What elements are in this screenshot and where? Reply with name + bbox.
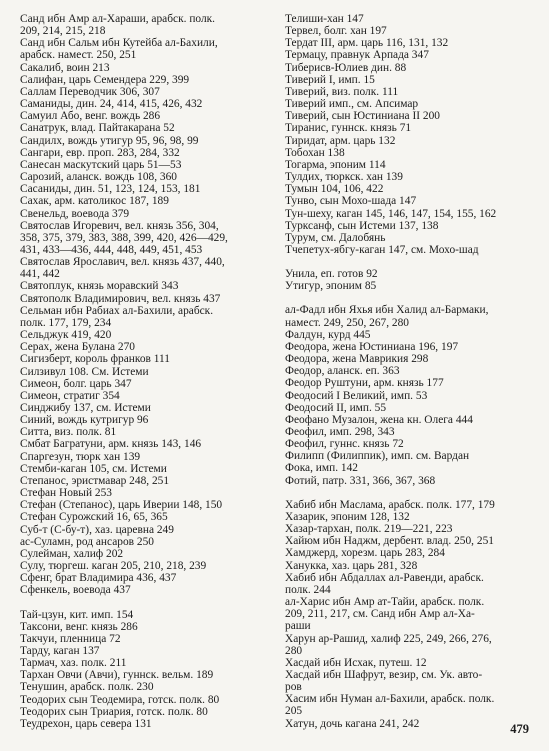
index-entry-heading: Хазар-тархан, полк. 219—221, 223 xyxy=(285,523,453,536)
index-entry xyxy=(20,681,275,693)
index-entry-continuation: 441, 442 xyxy=(20,268,60,281)
index-entry-heading: Турум, см. Далобянь xyxy=(285,231,386,244)
index-entry xyxy=(20,499,275,511)
index-entry-heading: Феодора, жена Юстиниана 196, 197 xyxy=(285,340,459,353)
index-entry-heading: Спаргезун, тюрк хан 139 xyxy=(20,450,141,463)
index-entry-heading: ал-Фадл ибн Яхья ибн Халид ал-Бармаки, xyxy=(285,304,489,317)
index-entry-heading: Стефан Новый 253 xyxy=(20,487,112,500)
index-entry xyxy=(285,718,543,730)
index-entry xyxy=(20,13,275,37)
index-entry-heading: Сарозий, аланск. вождь 108, 360 xyxy=(20,171,177,184)
index-entry xyxy=(285,268,543,280)
index-entry-continuation: полк. 244 xyxy=(285,583,331,596)
index-entry xyxy=(20,353,275,365)
index-entry-heading: Сулейман, халиф 202 xyxy=(20,547,124,560)
index-entry-heading: Святоплук, князь моравский 343 xyxy=(20,280,179,293)
index-entry-heading: Тунво, сын Мохо-шада 147 xyxy=(285,195,417,208)
index-entry xyxy=(285,341,543,353)
index-entry xyxy=(285,147,543,159)
index-entry-heading: Фока, имп. 142 xyxy=(285,462,358,475)
index-entry xyxy=(285,426,543,438)
index-entry-heading: Хазарик, эпоним 128, 132 xyxy=(285,510,410,523)
index-entry xyxy=(285,390,543,402)
index-entry xyxy=(285,693,543,717)
index-entry xyxy=(285,244,543,256)
index-entry xyxy=(20,147,275,159)
index-entry xyxy=(20,706,275,718)
index-entry xyxy=(20,463,275,475)
index-entry xyxy=(20,305,275,329)
index-entry xyxy=(20,171,275,183)
index-entry-heading: Свенельд, воевода 379 xyxy=(20,207,130,220)
index-entry-heading: Тай-цзун, кит. имп. 154 xyxy=(20,608,134,621)
index-entry xyxy=(20,62,275,74)
index-entry-heading: Телиши-хан 147 xyxy=(285,13,364,25)
index-entry xyxy=(285,402,543,414)
index-entry xyxy=(285,13,543,25)
index-entry-continuation: 205 xyxy=(285,705,303,718)
index-entry xyxy=(285,377,543,389)
index-entry xyxy=(285,329,543,341)
index-entry-heading: Ханукка, хаз. царь 281, 328 xyxy=(285,559,418,572)
index-entry-heading: Тиверий имп., см. Апсимар xyxy=(285,98,419,111)
index-entry-heading: Турксанф, сын Истеми 137, 138 xyxy=(285,219,439,232)
index-entry xyxy=(285,511,543,523)
index-entry-heading: Серах, жена Булана 270 xyxy=(20,341,135,354)
index-entry-heading: Сельман ибн Рабиах ал-Бахили, арабск. xyxy=(20,304,214,317)
index-entry-heading: Святополк Владимирович, вел. князь 437 xyxy=(20,292,221,305)
index-entry-heading: Святослав Ярославич, вел. князь 437, 440, xyxy=(20,256,225,269)
index-entry xyxy=(285,657,543,669)
page-number: 479 xyxy=(510,722,529,736)
index-entry-heading: Стемби-каган 105, см. Истеми xyxy=(20,462,167,475)
index-entry xyxy=(20,159,275,171)
index-entry xyxy=(285,547,543,559)
index-entry xyxy=(20,220,275,256)
index-entry xyxy=(285,596,543,632)
index-entry xyxy=(285,535,543,547)
index-entry-heading: Сакалиб, воин 213 xyxy=(20,61,110,74)
index-entry xyxy=(20,657,275,669)
index-entry xyxy=(20,293,275,305)
index-entry-heading: Сангари, евр. проп. 283, 284, 332 xyxy=(20,146,180,159)
index-entry xyxy=(285,438,543,450)
index-entry-heading: ас-Суламн, род ансаров 250 xyxy=(20,535,154,548)
index-entry xyxy=(285,669,543,693)
index-entry-continuation: 209, 211, 217, см. Санд ибн Амр ал-Ха- xyxy=(285,608,475,621)
index-entry-heading: Харун ар-Рашид, халиф 225, 249, 266, 276, xyxy=(285,632,492,645)
index-entry-heading: Хасдай ибн Шафрут, везир, см. Ук. авто- xyxy=(285,668,483,681)
index-entry-heading: Теодорих сын Теодемира, готск. полк. 80 xyxy=(20,693,220,706)
index-entry-heading: Теудрехон, царь севера 131 xyxy=(20,717,152,730)
index-entry-heading: Тердат III, арм. царь 116, 131, 132 xyxy=(285,37,449,50)
index-entry-heading: Стефан (Степанос), царь Иверии 148, 150 xyxy=(20,499,223,512)
index-entry xyxy=(285,633,543,657)
index-entry-heading: Санд ибн Сальм ибн Кутейба ал-Бахили, xyxy=(20,37,218,50)
index-entry-continuation: полк. 177, 179, 234 xyxy=(20,316,112,329)
index-entry-heading: Тиридат, арм. царь 132 xyxy=(285,134,396,147)
index-entry xyxy=(20,195,275,207)
index-column-left xyxy=(20,13,275,730)
index-entry-heading: Тогарма, эпоним 114 xyxy=(285,158,386,171)
index-entry-heading: Симеон, стратиг 354 xyxy=(20,389,120,402)
letter-section-gap xyxy=(285,256,543,268)
index-entry xyxy=(285,74,543,86)
index-entry-heading: Феофил, имп. 298, 343 xyxy=(285,426,395,438)
index-entry-continuation: 358, 375, 379, 383, 388, 399, 420, 426—429, xyxy=(20,231,228,244)
index-entry xyxy=(285,232,543,244)
index-entry-heading: Теодорих сын Триария, готск. полк. 80 xyxy=(20,705,208,718)
index-entry-heading: Хасдай ибн Исхак, путеш. 12 xyxy=(285,656,427,669)
index-entry xyxy=(20,183,275,195)
index-entry-heading: Тенушин, арабск. полк. 230 xyxy=(20,681,154,694)
index-entry xyxy=(20,86,275,98)
index-entry xyxy=(20,524,275,536)
index-entry xyxy=(20,694,275,706)
index-entry-heading: Тобохан 138 xyxy=(285,146,345,159)
index-entry-heading: Феодор, аланск. еп. 363 xyxy=(285,365,400,378)
index-entry xyxy=(285,171,543,183)
index-entry-heading: Сулу, тюргеш. каган 205, 210, 218, 239 xyxy=(20,560,207,573)
index-entry-heading: Фотий, патр. 331, 366, 367, 368 xyxy=(285,474,436,487)
index-entry-heading: Сахак, арм. католикос 187, 189 xyxy=(20,195,169,208)
index-entry xyxy=(20,669,275,681)
index-entry xyxy=(20,366,275,378)
index-entry-heading: Сандилх, вождь утигур 95, 96, 98, 99 xyxy=(20,134,199,147)
index-entry-heading: Тумын 104, 106, 422 xyxy=(285,183,384,196)
index-entry-heading: Синджибу 137, см. Истеми xyxy=(20,402,151,414)
index-entry xyxy=(20,122,275,134)
index-entry xyxy=(285,122,543,134)
index-entry-continuation: 431, 433—436, 444, 448, 449, 451, 453 xyxy=(20,243,203,256)
index-entry xyxy=(285,353,543,365)
index-entry xyxy=(285,37,543,49)
index-entry xyxy=(20,341,275,353)
index-entry-heading: Утигур, эпоним 85 xyxy=(285,280,377,293)
index-entry-heading: Сельджук 419, 420 xyxy=(20,329,112,342)
index-entry-heading: Такчуи, пленница 72 xyxy=(20,632,121,645)
index-entry-heading: Тармач, хаз. полк. 211 xyxy=(20,657,127,670)
index-entry-heading: Смбат Багратуни, арм. князь 143, 146 xyxy=(20,438,202,451)
index-entry xyxy=(20,438,275,450)
index-entry-heading: Хабиб ибн Абдаллах ал-Равенди, арабск. xyxy=(285,571,484,584)
index-entry-heading: Сфенг, брат Владимира 436, 437 xyxy=(20,572,177,585)
index-entry-heading: Термацу, правнук Арпада 347 xyxy=(285,49,429,62)
index-entry xyxy=(285,110,543,122)
index-entry-continuation: раши xyxy=(285,620,311,633)
index-entry xyxy=(285,208,543,220)
index-entry-heading: Тервел, болг. хан 197 xyxy=(285,25,387,38)
index-entry-heading: Тиберисв-Юлиев дин. 88 xyxy=(285,61,407,74)
index-entry xyxy=(20,645,275,657)
index-entry xyxy=(20,98,275,110)
letter-section-gap xyxy=(285,487,543,499)
index-entry-heading: Тиверий, сын Юстиниана II 200 xyxy=(285,110,440,123)
index-entry xyxy=(20,451,275,463)
index-entry xyxy=(20,256,275,280)
index-entry-heading: Самуил Або, венг. вождь 286 xyxy=(20,110,161,123)
index-entry xyxy=(20,329,275,341)
index-entry xyxy=(20,511,275,523)
index-entry-heading: Тчепетух-ябгу-каган 147, см. Мохо-шад xyxy=(285,243,479,256)
index-entry xyxy=(285,450,543,462)
index-entry xyxy=(20,390,275,402)
index-entry xyxy=(20,402,275,414)
index-entry-continuation: арабск. намест. 250, 251 xyxy=(20,49,137,62)
index-entry xyxy=(20,208,275,220)
index-entry-heading: ал-Харис ибн Амр ат-Тайи, арабск. полк. xyxy=(285,596,485,609)
index-entry-heading: Тиранис, гуннск. князь 71 xyxy=(285,122,412,135)
index-entry xyxy=(285,523,543,535)
index-entry xyxy=(285,365,543,377)
index-entry xyxy=(20,584,275,596)
index-entry-heading: Тулдих, тюркск. хан 139 xyxy=(285,171,403,184)
index-entry xyxy=(20,560,275,572)
index-entry-heading: Силзивул 108. См. Истеми xyxy=(20,365,149,378)
index-entry-heading: Феодор Руштуни, арм. князь 177 xyxy=(285,377,444,390)
index-entry xyxy=(20,280,275,292)
index-entry-heading: Тархан Овчи (Авчи), гуннск. вельм. 189 xyxy=(20,669,214,682)
index-entry-continuation: ров xyxy=(285,681,302,694)
index-entry-heading: Феодосий II, имп. 55 xyxy=(285,401,387,414)
index-entry-heading: Саллам Переводчик 306, 307 xyxy=(20,85,160,98)
index-entry xyxy=(20,110,275,122)
letter-section-gap xyxy=(285,292,543,304)
index-entry xyxy=(285,183,543,195)
index-entry-heading: Феофил, гуннс. князь 72 xyxy=(285,438,404,451)
index-entry-heading: Суб-т (С-бу-т), хаз. царевна 249 xyxy=(20,523,174,536)
index-entry-heading: Салифан, царь Семендера 229, 399 xyxy=(20,73,190,86)
index-entry xyxy=(285,25,543,37)
index-entry xyxy=(285,98,543,110)
index-entry xyxy=(20,536,275,548)
index-entry-heading: Тиверий, виз. полк. 111 xyxy=(285,85,399,98)
index-entry-heading: Сфенкель, воевода 437 xyxy=(20,584,131,597)
index-entry xyxy=(20,414,275,426)
index-entry xyxy=(285,195,543,207)
index-entry-heading: Симеон, болг. царь 347 xyxy=(20,377,132,390)
index-entry-heading: Хайюм ибн Наджм, дербент. влад. 250, 251 xyxy=(285,535,494,548)
index-entry-heading: Унила, еп. готов 92 xyxy=(285,268,378,281)
index-entry-heading: Ситта, виз. полк. 81 xyxy=(20,426,117,439)
index-entry-heading: Саманиды, дин. 24, 414, 415, 426, 432 xyxy=(20,98,203,111)
index-entry-heading: Санесан маскутский царь 51—53 xyxy=(20,158,182,171)
index-entry xyxy=(285,475,543,487)
index-entry-continuation: 280 xyxy=(285,644,303,657)
index-entry-heading: Таксони, венг. князь 286 xyxy=(20,620,138,633)
index-entry-heading: Санд ибн Амр ал-Хараши, арабск. полк. xyxy=(20,13,216,25)
index-entry xyxy=(285,304,543,328)
index-entry xyxy=(20,633,275,645)
index-entry xyxy=(20,426,275,438)
index-entry xyxy=(285,414,543,426)
index-entry-heading: Феофано Музалон, жена кн. Олега 444 xyxy=(285,413,473,426)
index-entry-heading: Санатрук, влад. Пайтакарана 52 xyxy=(20,122,175,135)
index-entry xyxy=(20,135,275,147)
index-entry xyxy=(285,499,543,511)
index-entry xyxy=(20,74,275,86)
index-entry xyxy=(285,572,543,596)
index-entry xyxy=(285,49,543,61)
index-entry xyxy=(20,378,275,390)
index-entry xyxy=(20,548,275,560)
index-entry xyxy=(285,280,543,292)
index-entry-heading: Стефан Сурожский 16, 65, 365 xyxy=(20,511,168,524)
index-column-right xyxy=(285,13,543,730)
index-entry xyxy=(285,159,543,171)
index-entry xyxy=(20,621,275,633)
letter-section-gap xyxy=(20,597,275,609)
index-entry xyxy=(285,560,543,572)
index-entry xyxy=(285,86,543,98)
index-entry xyxy=(285,462,543,474)
index-entry-heading: Феодора, жена Маврикия 298 xyxy=(285,353,429,366)
index-entry xyxy=(20,475,275,487)
index-entry-heading: Тиверий I, имп. 15 xyxy=(285,73,375,86)
index-entry-continuation: 209, 214, 215, 218 xyxy=(20,25,106,38)
index-entry xyxy=(20,37,275,61)
index-entry-heading: Сасаниды, дин. 51, 123, 124, 153, 181 xyxy=(20,183,201,196)
index-entry-heading: Тун-шеху, каган 145, 146, 147, 154, 155, 162 xyxy=(285,207,497,220)
index-entry xyxy=(20,572,275,584)
index-entry-heading: Святослав Игоревич, вел. князь 356, 304, xyxy=(20,219,219,232)
index-entry-heading: Фалдун, курд 445 xyxy=(285,328,371,341)
index-entry-heading: Филипп (Филиппик), имп. см. Вардан xyxy=(285,450,470,463)
index-entry-heading: Степанос, эристмавар 248, 251 xyxy=(20,474,170,487)
index-entry-heading: Сигизберт, король франков 111 xyxy=(20,353,170,366)
index-entry-heading: Хабиб ибн Маслама, арабск. полк. 177, 179 xyxy=(285,498,495,511)
index-entry-heading: Тарду, каган 137 xyxy=(20,644,100,657)
index-entry xyxy=(285,220,543,232)
index-entry xyxy=(285,62,543,74)
index-entry-heading: Феодосий I Великий, имп. 53 xyxy=(285,389,428,402)
index-entry xyxy=(285,135,543,147)
index-entry-heading: Хатун, дочь кагана 241, 242 xyxy=(285,717,420,730)
index-entry-continuation: намест. 249, 250, 267, 280 xyxy=(285,316,410,329)
index-entry xyxy=(20,487,275,499)
index-entry-heading: Синий, вождь кутригур 96 xyxy=(20,414,149,427)
index-entry xyxy=(20,609,275,621)
index-entry xyxy=(20,718,275,730)
index-entry-heading: Хасим ибн Нуман ал-Бахили, арабск. полк. xyxy=(285,693,495,706)
index-entry-heading: Хамджерд, хорезм. царь 283, 284 xyxy=(285,547,445,560)
